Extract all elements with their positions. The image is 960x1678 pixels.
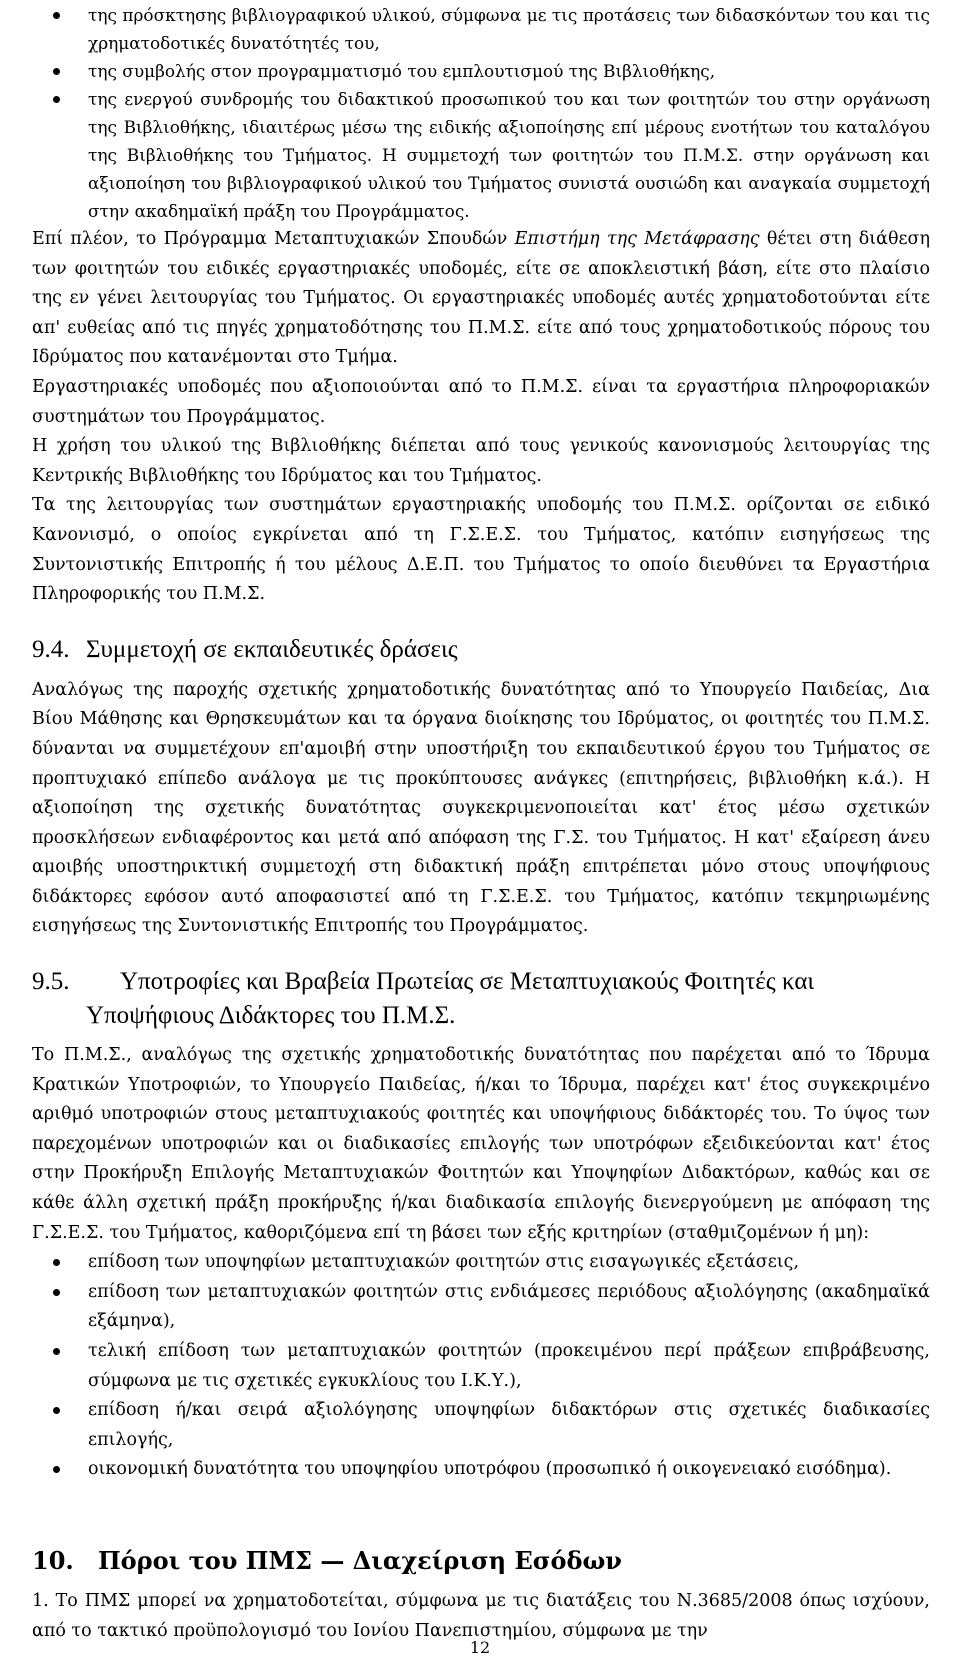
- lab-infrastructure-paragraph: Επί πλέον, το Πρόγραμμα Μεταπτυχιακών Σπουδών Επιστήμη της Μετάφρασης θέτει στη διάθεση των φοιτητών του ειδικές εργαστηριακές υποδομές, είτε σε αποκλειστική βάση, είτε στο πλαίσιο της εν γένει λειτουργίας του Τμήματος. Οι εργαστηριακές υποδομές αυτές χρηματοδοτούνται είτε απ' ευθείας από τις πηγές χρηματοδότησης του Π.Μ.Σ. είτε από τους χρηματοδοτικούς πόρους του Ιδρύματος που κατανέμονται στο Τμήμα.: [32, 229, 930, 368]
- list-item: της πρόσκτησης βιβλιογραφικού υλικού, σύμφωνα με τις προτάσεις των διδασκόντων του και τις χρηματοδοτικές δυνατότητές του,: [32, 1, 930, 57]
- section-10-body: 1. Το ΠΜΣ μπορεί να χρηματοδοτείται, σύμφωνα με τις διατάξεις του Ν.3685/2008 όπως ισχύουν, από το τακτικό προϋπολογισμό του Ιονίου Πανεπιστημίου, σύμφωνα με την: [32, 1590, 930, 1641]
- library-duties-list: [32, 0, 930, 225]
- lab-rules-paragraph: Τα της λειτουργίας των συστημάτων εργαστηριακής υποδομής του Π.Μ.Σ. ορίζονται σε ειδικό Κανονισμό, ο οποίος εγκρίνεται από τη Γ.Σ.Ε.Σ. του Τμήματος, κατόπιν εισηγήσεως της Συντονιστικής Επιτροπής ή του μέλους Δ.Ε.Π. του Τμήματος το οποίο διευθύνει τα Εργαστήρια Πληροφορικής του Π.Μ.Σ.: [32, 495, 930, 605]
- list-item: επίδοση ή/και σειρά αξιολόγησης υποψηφίων διδακτόρων στις σχετικές διαδικασίες επιλογής,: [32, 1396, 930, 1455]
- scholarship-criteria-list: [32, 1248, 930, 1485]
- infrastructure-paragraph: Εργαστηριακές υποδομές που αξιοποιούνται από το Π.Μ.Σ. είναι τα εργαστήρια πληροφοριακών συστημάτων του Προγράμματος.: [32, 376, 930, 427]
- list-item: οικονομική δυνατότητα του υποψηφίου υποτρόφου (προσωπικό ή οικογενειακό εισόδημα).: [32, 1455, 930, 1485]
- library-use-paragraph: Η χρήση του υλικού της Βιβλιοθήκης διέπεται από τους γενικούς κανονισμούς λειτουργίας της Κεντρικής Βιβλιοθήκης του Ιδρύματος και του Τμήματος.: [32, 436, 930, 486]
- section-9-4-heading: [32, 634, 930, 666]
- list-item: της ενεργού συνδρομής του διδακτικού προσωπικού του και των φοιτητών του στην οργάνωση της Βιβλιοθήκης, ιδιαιτέρως μέσω της ειδικής αξιοποίησης επί μέρους ενοτήτων του καταλόγου της Βιβλιοθήκης του Τμήματος. Η συμμετοχή των φοιτητών του Π.Μ.Σ. στην οργάνωση και αξιοποίηση του βιβλιογραφικού υλικού του Τμήματος συνιστά ουσιώδη και αναγκαία συμμετοχή στην ακαδημαϊκή πράξη του Προγράμματος.: [32, 85, 930, 225]
- program-title-emphasis: Επιστήμη της Μετάφρασης: [514, 229, 760, 249]
- section-title: Πόροι του ΠΜΣ — Διαχείριση Εσόδων: [98, 1545, 622, 1575]
- section-number: 10.: [32, 1545, 74, 1575]
- list-item: επίδοση των μεταπτυχιακών φοιτητών στις ενδιάμεσες περιόδους αξιολόγησης (ακαδημαϊκά εξάμηνα),: [32, 1278, 930, 1337]
- list-item: τελική επίδοση των μεταπτυχιακών φοιτητών (προκειμένου περί πράξεων επιβράβευσης, σύμφωνα με τις σχετικές εγκυκλίους του Ι.Κ.Υ.),: [32, 1337, 930, 1396]
- section-title: Υποτροφίες και Βραβεία Πρωτείας σε Μεταπτυχιακούς Φοιτητές και Υποψήφιους Διδάκτορες του Π.Μ.Σ.: [86, 968, 815, 1030]
- section-9-4-body: Αναλόγως της παροχής σχετικής χρηματοδοτικής δυνατότητας από το Υπουργείο Παιδείας, Δια Βίου Μάθησης και Θρησκευμάτων και τα όργανα διοίκησης του Ιδρύματος, οι φοιτητές του Π.Μ.Σ. δύνανται να συμμετέχουν επ'αμοιβή στην υποστήριξη του εκπαιδευτικού έργου του Τμήματος σε προπτυχιακό επίπεδο ανάλογα με τις προκύπτουσες ανάγκες (επιτηρήσεις, βιβλιοθήκη κ.ά.). Η αξιοποίηση της σχετικής δυνατότητας συγκεκριμενοποιείται κατ' έτος μέσω σχετικών προσκλήσεων ενδιαφέροντος και μετά από απόφαση της Γ.Σ. του Τμήματος. Η κατ' εξαίρεση άνευ αμοιβής υποστηρικτική συμμετοχή στη διδακτική πράξη επιτρέπεται μόνο στους υποψήφιους διδάκτορες εφόσον αυτό αποφασιστεί από τη Γ.Σ.Ε.Σ. του Τμήματος, κατόπιν τεκμηριωμένης εισηγήσεως της Συντονιστικής Επιτροπής του Προγράμματος.: [32, 679, 930, 937]
- list-item: της συμβολής στον προγραμματισμό του εμπλουτισμού της Βιβλιοθήκης,: [32, 57, 930, 85]
- section-number: 9.4.: [32, 635, 70, 663]
- section-9-5-heading: [32, 965, 930, 1033]
- section-title: Συμμετοχή σε εκπαιδευτικές δράσεις: [86, 635, 458, 663]
- section-10-heading: [32, 1545, 930, 1577]
- section-9-5-body: Το Π.Μ.Σ., αναλόγως της σχετικής χρηματοδοτικής δυνατότητας που παρέχεται από το Ίδρυμα Κρατικών Υποτροφιών, το Υπουργείο Παιδείας, ή/και το Ίδρυμα, παρέχει κατ' έτος συγκεκριμένο αριθμό υποτροφιών στους μεταπτυχιακούς φοιτητές και υποψήφιους διδάκτορές του. Το ύψος των παρεχομένων υποτροφιών και οι διαδικασίες επιλογής των υποτρόφων εξειδικεύονται κατ' έτος στην Προκήρυξη Επιλογής Μεταπτυχιακών Φοιτητών και Υποψηφίων Διδακτόρων, καθώς και σε κάθε άλλη σχετική πράξη προκήρυξης ή/και διαδικασία επιλογής διενεργούμενη με απόφαση της Γ.Σ.Ε.Σ. του Τμήματος, καθοριζόμενα επί τη βάσει των εξής κριτηρίων (σταθμιζομένων ή μη):: [32, 1045, 930, 1243]
- page-number: 12: [469, 1638, 491, 1657]
- section-number: 9.5.: [32, 968, 70, 996]
- list-item: επίδοση των υποψηφίων μεταπτυχιακών φοιτητών στις εισαγωγικές εξετάσεις,: [32, 1248, 930, 1278]
